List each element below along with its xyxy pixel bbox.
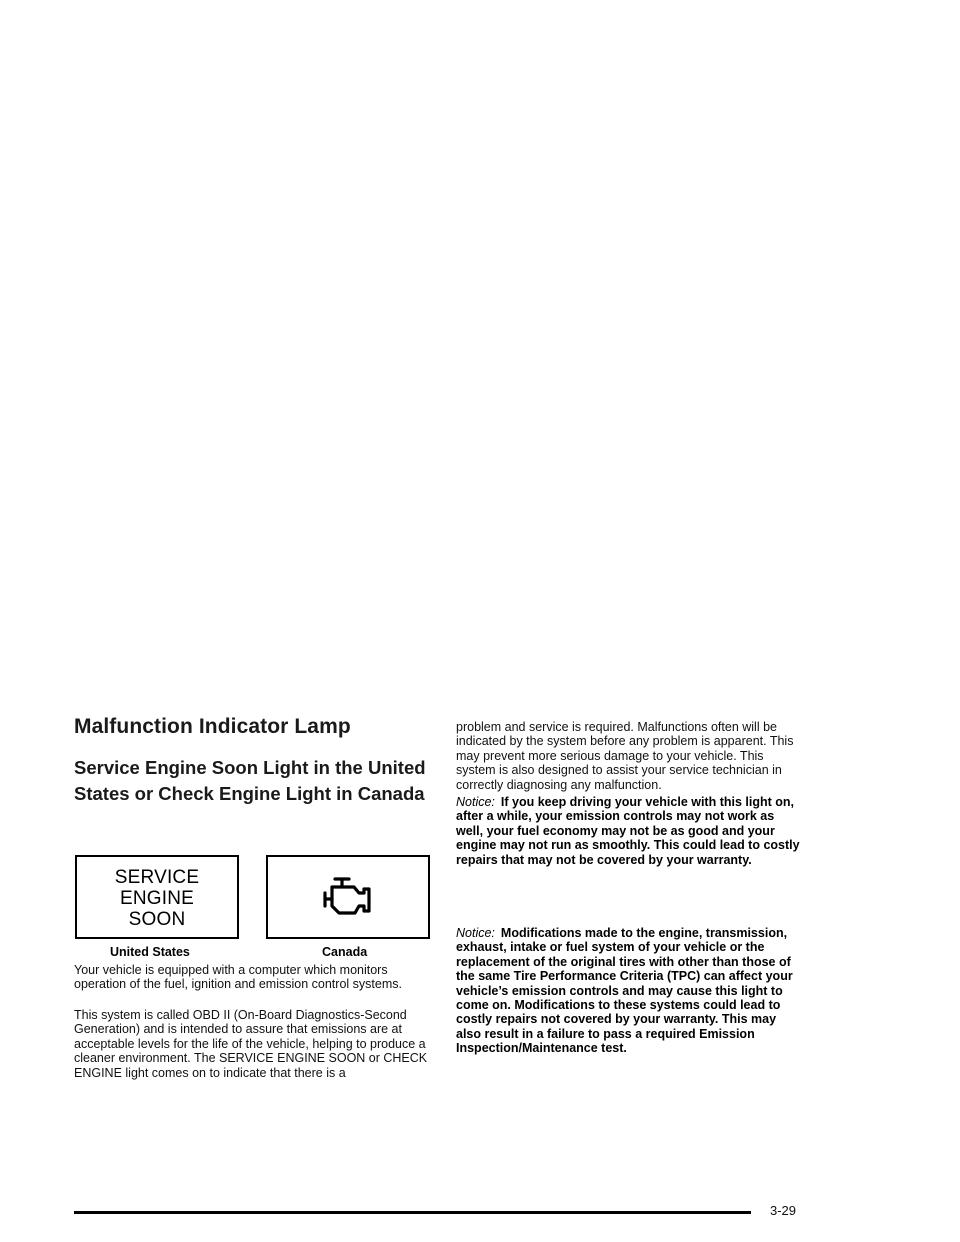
notice-label: Notice:: [456, 926, 495, 940]
lamp-line: SOON: [128, 909, 186, 930]
section-heading: Malfunction Indicator Lamp: [74, 715, 351, 738]
subsection-heading: Service Engine Soon Light in the United States or Check Engine Light in Canada: [74, 757, 426, 804]
footer-rule: [74, 1211, 751, 1214]
body-paragraph: problem and service is required. Malfunctions often will be indicated by the system before any problem is apparent. This may prevent more serious damage to your vehicle. This system is also designed to assist your service technician in correctly diagnosing any malfunction.: [456, 720, 794, 792]
notice-text: Modifications made to the engine, transmission, exhaust, intake or fuel system of your vehicle or the replacement of the original tires with other than those of the same Tire Performance Criteria (TPC) can affect your vehicle’s emission controls and may cause this light to come on. Modifications to these systems could lead to costly repairs not covered by your warranty. This may also result in a failure to pass a required Emission Inspection/Maintenance test.: [456, 926, 793, 1056]
body-paragraph: Your vehicle is equipped with a computer which monitors operation of the fuel, ignition and emission control systems.: [74, 963, 402, 992]
check-engine-lamp: [266, 855, 430, 939]
notice-text: If you keep driving your vehicle with this light on, after a while, your emission controls may not work as well, your fuel economy may not be as good and your engine may not run as smoothly. This could lead to costly repairs that may not be covered by your warranty.: [456, 795, 800, 867]
canada-caption: Canada: [322, 945, 368, 959]
notice-block: [456, 926, 801, 1056]
page-number: 3-29: [770, 1203, 797, 1218]
body-paragraph: This system is called OBD II (On-Board Diagnostics-Second Generation) and is intended to assure that emissions are at acceptable levels for the life of the vehicle, helping to produce a cleaner environment. The SERVICE ENGINE SOON or CHECK ENGINE light comes on to indicate that there is a: [74, 1008, 428, 1080]
notice-block: [456, 795, 801, 867]
engine-icon: [318, 875, 380, 919]
service-engine-soon-lamp: [75, 855, 239, 939]
lamp-line: ENGINE: [119, 888, 195, 909]
notice-label: Notice:: [456, 795, 495, 809]
lamp-line: SERVICE: [114, 867, 200, 888]
lamp-text: [77, 867, 237, 930]
united-states-caption: United States: [110, 945, 190, 959]
